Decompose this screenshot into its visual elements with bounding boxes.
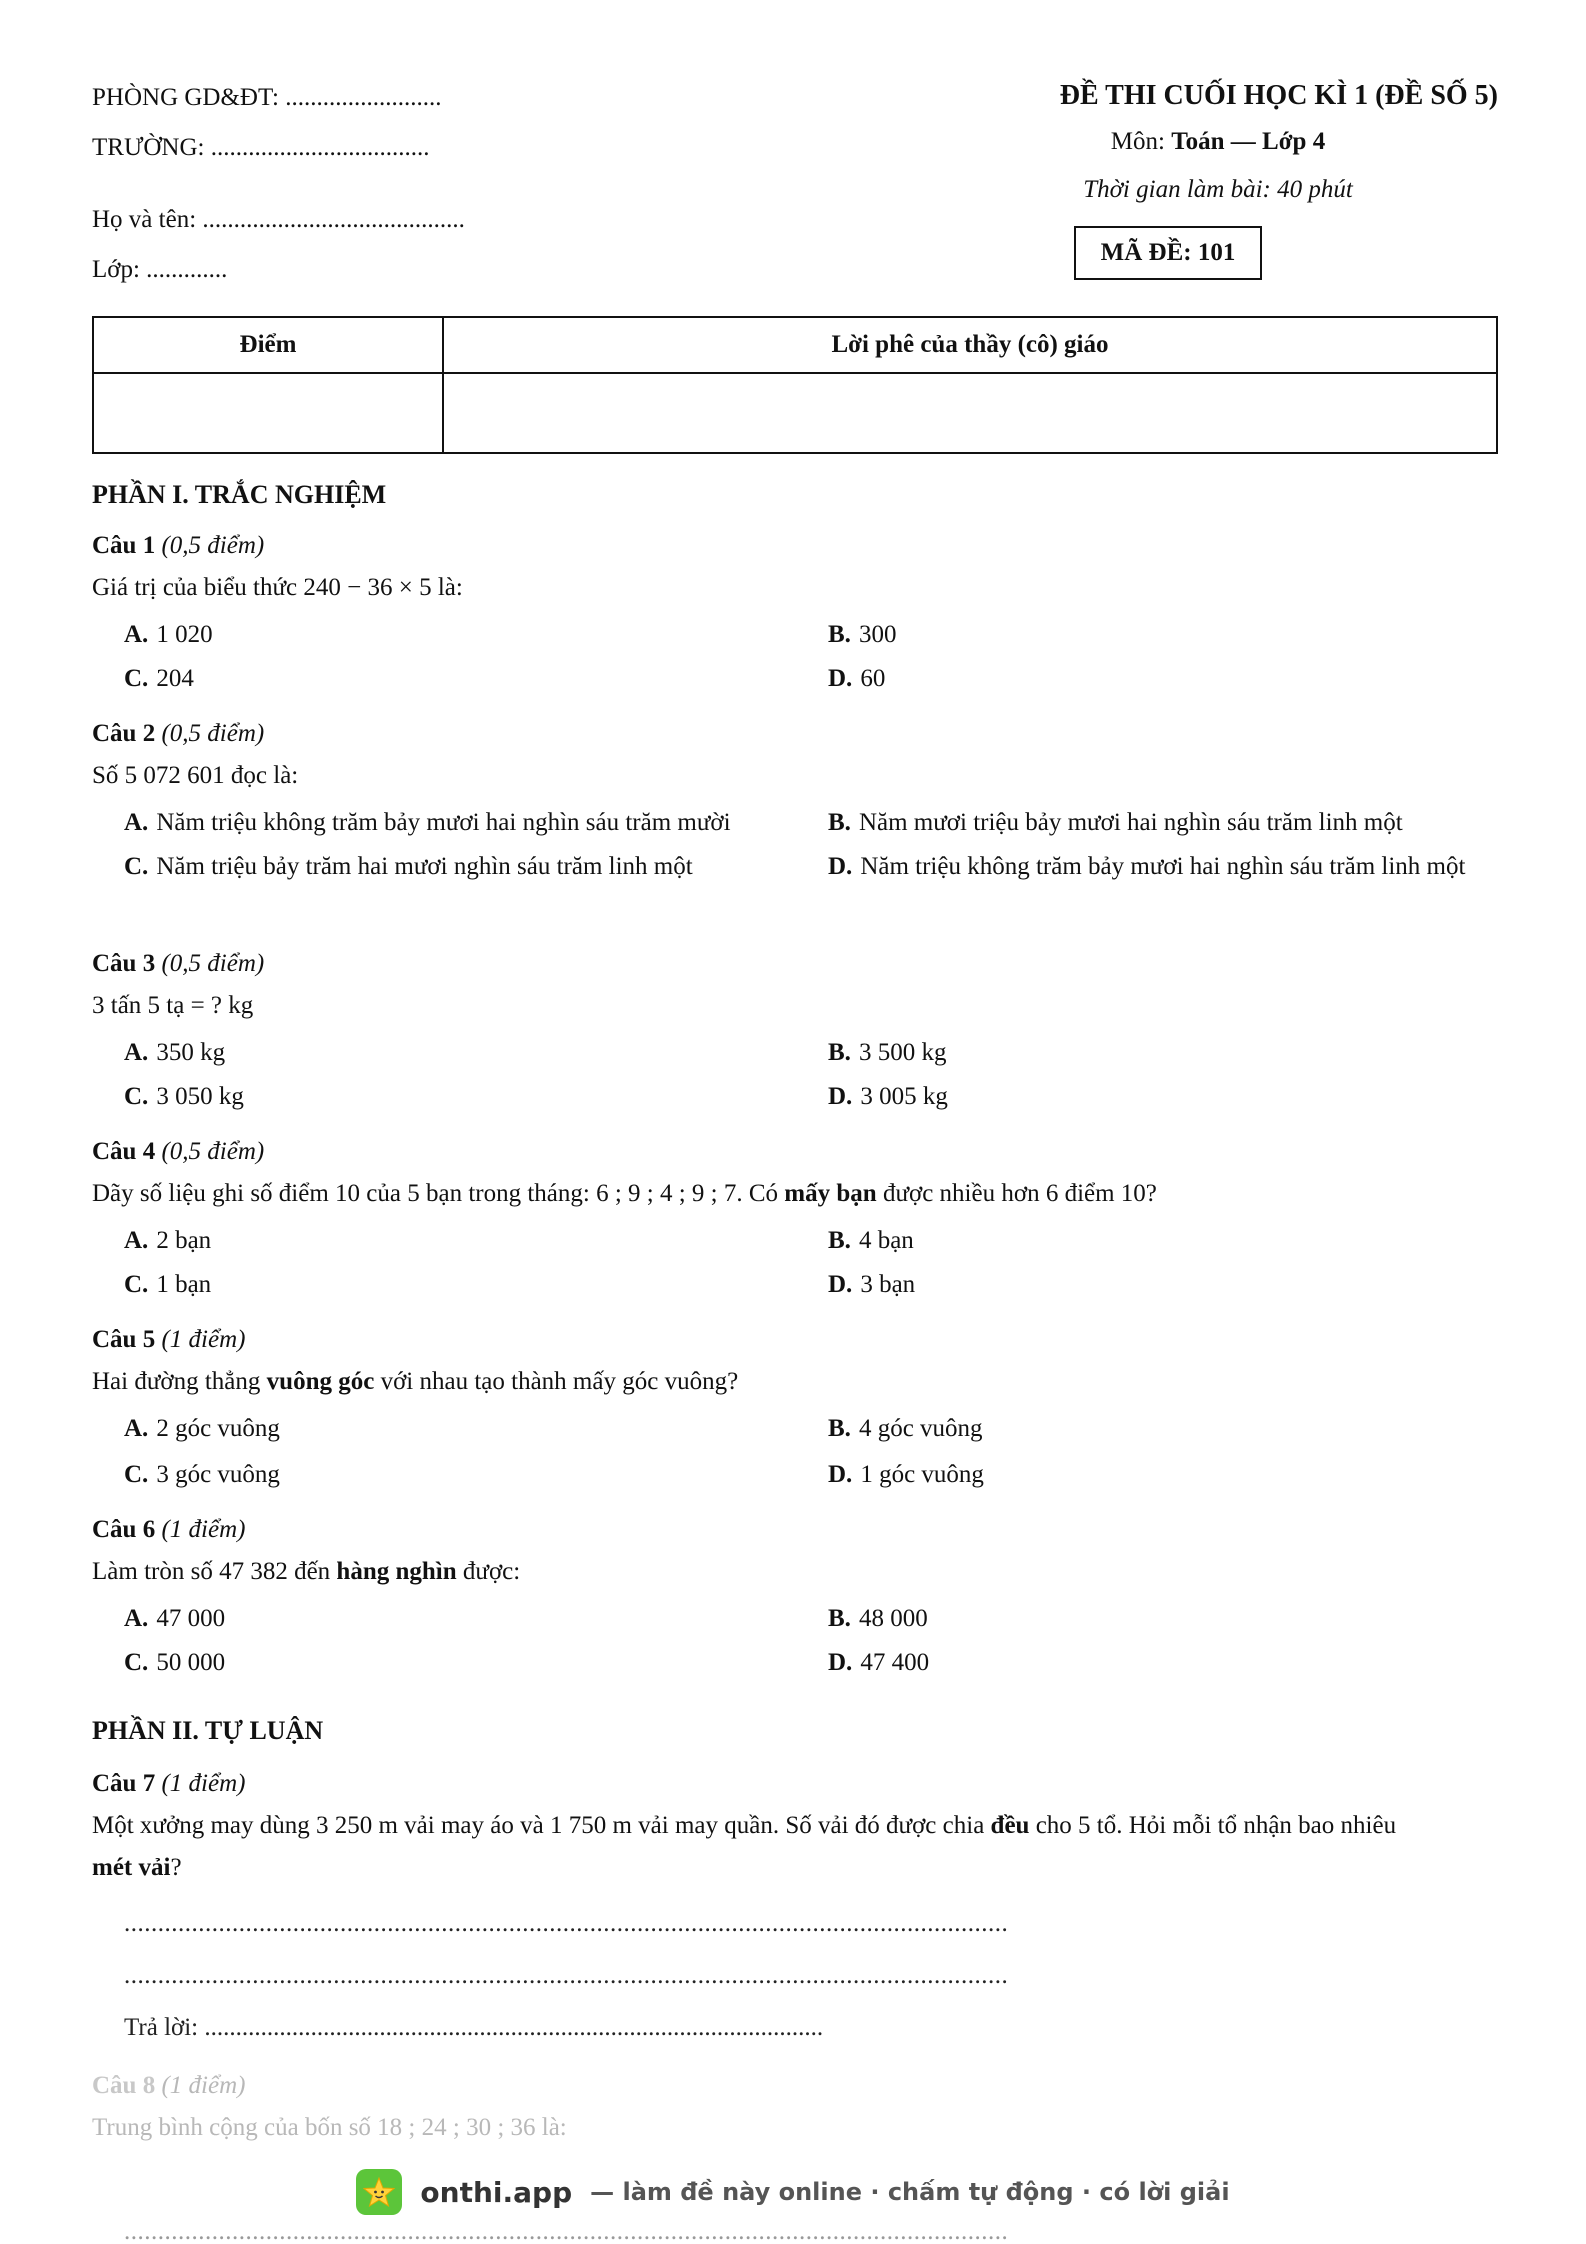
text-part: Hai đường thẳng: [92, 1368, 267, 1395]
question-5-text: [92, 1368, 738, 1396]
text-part: Một xưởng may dùng 3 250 m vải may áo và 1 750 m vải may quần. Số vải đó được chia: [92, 1812, 991, 1839]
school-field: TRƯỜNG: ...................................: [92, 134, 430, 161]
grade-table-header: [93, 317, 1497, 373]
q2-option-a: [124, 802, 731, 844]
option-text: 1 020: [156, 621, 213, 648]
option-text: 2 bạn: [156, 1227, 212, 1254]
exam-title: ĐỀ THI CUỐI HỌC KÌ 1 (ĐỀ SỐ 5): [1059, 80, 1498, 111]
option-text: 2 góc vuông: [156, 1415, 280, 1442]
option-text: 50 000: [156, 1649, 226, 1676]
answer-result-line[interactable]: Trả lời: ...................................................................................................: [124, 2014, 824, 2041]
option-text: 3 005 kg: [860, 1083, 948, 1110]
answer-dotted-line-2[interactable]: ...................................................................................................................................: [124, 1962, 1009, 1989]
text-emphasis: đều: [990, 1812, 1030, 1839]
option-letter: D.: [828, 1083, 853, 1110]
question-5-header: [92, 1326, 245, 1354]
question-label: Câu 3: [92, 950, 156, 977]
question-2-text: Số 5 072 601 đọc là:: [92, 762, 299, 789]
question-points: (1 điểm): [161, 1516, 246, 1543]
q1-option-b: [828, 614, 896, 656]
text-part: Làm tròn số 47 382 đến: [92, 1558, 337, 1585]
grade-table-row: [93, 373, 1497, 453]
question-1-text: Giá trị của biểu thức 240 − 36 × 5 là:: [92, 574, 463, 601]
text-part: cho 5 tổ. Hỏi mỗi tổ nhận bao nhiêu: [1029, 1812, 1397, 1839]
q1-option-d: [828, 658, 885, 700]
question-3-header: [92, 950, 264, 978]
question-6-text: [92, 1558, 520, 1586]
option-text: 3 050 kg: [156, 1083, 244, 1110]
question-points: (0,5 điểm): [161, 532, 265, 559]
score-header: Điểm: [93, 317, 443, 373]
option-text: 350 kg: [156, 1039, 226, 1066]
question-label: Câu 2: [92, 720, 156, 747]
option-letter: B.: [828, 1039, 851, 1066]
q3-option-c: [124, 1076, 244, 1118]
option-text: 1 góc vuông: [860, 1461, 984, 1488]
q4-option-c: [124, 1264, 211, 1306]
class-field: Lớp: .............: [92, 256, 228, 283]
question-7-text-line1: [92, 1812, 1396, 1840]
q1-option-c: [124, 658, 194, 700]
q6-option-b: [828, 1598, 928, 1640]
student-name-field: Họ và tên: ..........................................: [92, 206, 465, 233]
option-text: 48 000: [858, 1605, 928, 1632]
answer-dotted-line-q8[interactable]: ...................................................................................................................................: [124, 2218, 1009, 2244]
option-letter: C.: [124, 1649, 149, 1676]
option-letter: C.: [124, 853, 149, 880]
text-part: Dãy số liệu ghi số điểm 10 của 5 bạn trong tháng: 6 ; 9 ; 4 ; 9 ; 7. Có: [92, 1180, 785, 1207]
exam-code-box: [1074, 226, 1262, 280]
text-emphasis: mấy bạn: [784, 1180, 877, 1207]
subject-prefix: Môn:: [1110, 128, 1172, 155]
question-label: Câu 6: [92, 1516, 156, 1543]
score-cell: [93, 373, 443, 453]
option-text: Năm triệu không trăm bảy mươi hai nghìn sáu trăm linh một: [860, 853, 1466, 880]
q5-option-c: [124, 1454, 280, 1496]
text-part: với nhau tạo thành mấy góc vuông?: [374, 1368, 739, 1395]
question-1-header: [92, 532, 264, 560]
question-points: (0,5 điểm): [161, 950, 265, 977]
option-letter: D.: [828, 665, 853, 692]
option-text: 60: [860, 665, 886, 692]
option-text: 4 góc vuông: [858, 1415, 983, 1442]
part2-title: PHẦN II. TỰ LUẬN: [92, 1716, 324, 1745]
question-8-header: [92, 2072, 245, 2100]
grade-table: [92, 316, 1498, 454]
q5-option-a: [124, 1408, 280, 1450]
comment-header: Lời phê của thầy (cô) giáo: [443, 317, 1497, 373]
option-text: Năm mươi triệu bảy mươi hai nghìn sáu trăm linh một: [858, 809, 1403, 836]
q5-option-d: [828, 1454, 984, 1496]
question-3-text: 3 tấn 5 tạ = ? kg: [92, 992, 254, 1019]
option-letter: D.: [828, 1649, 853, 1676]
star-logo-icon: [356, 2169, 402, 2215]
option-letter: D.: [828, 853, 853, 880]
q6-option-a: [124, 1598, 225, 1640]
option-text: 4 bạn: [858, 1227, 914, 1254]
text-part: được:: [456, 1558, 521, 1585]
question-8-text: Trung bình cộng của bốn số 18 ; 24 ; 30 ; 36 là:: [92, 2114, 567, 2141]
option-letter: B.: [828, 809, 851, 836]
question-label: Câu 5: [92, 1326, 156, 1353]
promo-banner[interactable]: [0, 2166, 1586, 2218]
answer-dotted-line-1[interactable]: ...................................................................................................................................: [124, 1910, 1009, 1937]
question-points: (0,5 điểm): [161, 1138, 265, 1165]
department-field: PHÒNG GD&ĐT: .........................: [92, 84, 442, 111]
option-letter: B.: [828, 1227, 851, 1254]
question-label: Câu 8: [92, 2072, 156, 2099]
option-letter: B.: [828, 621, 851, 648]
option-letter: D.: [828, 1271, 853, 1298]
q3-option-a: [124, 1032, 225, 1074]
subject-line: [938, 128, 1498, 156]
part1-title: PHẦN I. TRẮC NGHIỆM: [92, 480, 387, 509]
brand-name[interactable]: onthi.app: [420, 2175, 573, 2209]
option-letter: A.: [124, 809, 149, 836]
q4-option-a: [124, 1220, 211, 1262]
question-label: Câu 7: [92, 1770, 156, 1797]
q1-option-a: [124, 614, 213, 656]
exam-page: [92, 0, 1498, 2244]
option-letter: A.: [124, 1415, 149, 1442]
exam-code: MÃ ĐỀ: 101: [1100, 239, 1236, 266]
banner-tagline: — làm đề này online · chấm tự động · có lời giải: [590, 2178, 1230, 2206]
question-6-header: [92, 1516, 245, 1544]
q4-option-b: [828, 1220, 914, 1262]
question-2-header: [92, 720, 264, 748]
text-emphasis: mét vải: [92, 1854, 171, 1881]
question-4-text: [92, 1180, 1157, 1208]
option-letter: D.: [828, 1461, 853, 1488]
text-part: ?: [170, 1854, 182, 1881]
option-letter: C.: [124, 1461, 149, 1488]
option-text: 204: [156, 665, 194, 692]
subject-name: Toán — Lớp 4: [1171, 128, 1326, 155]
option-text: 1 bạn: [156, 1271, 212, 1298]
option-text: Năm triệu không trăm bảy mươi hai nghìn sáu trăm mười: [156, 809, 731, 836]
q6-option-d: [828, 1642, 929, 1684]
option-letter: A.: [124, 621, 149, 648]
option-letter: A.: [124, 1039, 149, 1066]
question-label: Câu 1: [92, 532, 156, 559]
question-points: (1 điểm): [161, 1770, 246, 1797]
option-text: 3 bạn: [860, 1271, 916, 1298]
option-letter: A.: [124, 1227, 149, 1254]
text-emphasis: vuông góc: [266, 1368, 375, 1395]
option-text: 47 400: [860, 1649, 930, 1676]
option-letter: C.: [124, 1083, 149, 1110]
question-points: (1 điểm): [161, 1326, 246, 1353]
option-text: 47 000: [156, 1605, 226, 1632]
q3-option-b: [828, 1032, 946, 1074]
q2-option-b: [828, 802, 1403, 844]
option-text: 3 500 kg: [858, 1039, 947, 1066]
q4-option-d: [828, 1264, 915, 1306]
q5-option-b: [828, 1408, 983, 1450]
duration: Thời gian làm bài: 40 phút: [1083, 176, 1353, 203]
question-4-header: [92, 1138, 264, 1166]
option-letter: B.: [828, 1605, 851, 1632]
option-letter: C.: [124, 1271, 149, 1298]
star-icon: [363, 2176, 395, 2208]
q2-option-c: [124, 846, 693, 888]
option-text: 300: [858, 621, 897, 648]
text-emphasis: hàng nghìn: [336, 1558, 457, 1585]
q3-option-d: [828, 1076, 948, 1118]
option-letter: B.: [828, 1415, 851, 1442]
question-points: (1 điểm): [161, 2072, 246, 2099]
q6-option-c: [124, 1642, 225, 1684]
comment-cell: [443, 373, 1497, 453]
option-letter: C.: [124, 665, 149, 692]
option-text: Năm triệu bảy trăm hai mươi nghìn sáu trăm linh một: [156, 853, 693, 880]
option-letter: A.: [124, 1605, 149, 1632]
text-part: được nhiều hơn 6 điểm 10?: [876, 1180, 1157, 1207]
question-points: (0,5 điểm): [161, 720, 265, 747]
option-text: 3 góc vuông: [156, 1461, 280, 1488]
question-7-text-line2: [92, 1854, 182, 1882]
question-7-header: [92, 1770, 245, 1798]
q2-option-d: [828, 846, 1488, 888]
question-label: Câu 4: [92, 1138, 156, 1165]
